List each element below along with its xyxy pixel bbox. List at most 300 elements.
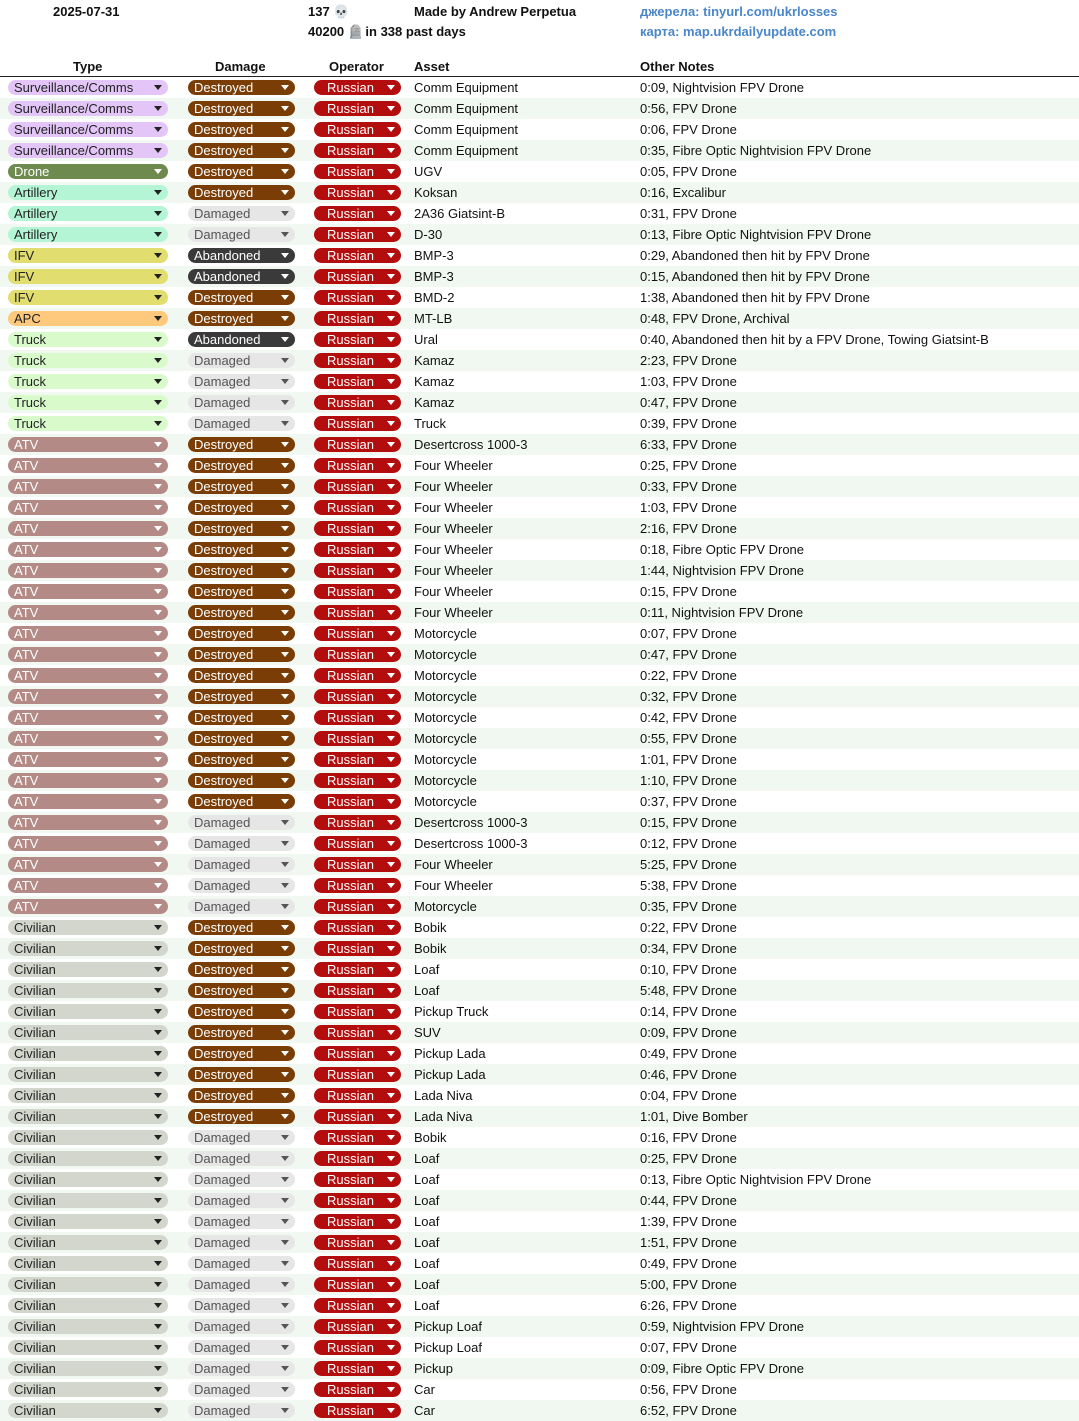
operator-dropdown[interactable] [314,101,401,116]
damage-dropdown[interactable] [188,773,295,788]
operator-dropdown[interactable] [314,857,401,872]
type-dropdown-label: ATV [14,689,39,704]
damage-dropdown[interactable] [188,290,295,305]
notes-cell: 6:33, FPV Drone [640,437,737,452]
operator-dropdown[interactable] [314,1235,401,1250]
operator-dropdown-label: Russian [327,332,374,347]
damage-dropdown[interactable] [188,836,295,851]
damage-dropdown[interactable] [188,857,295,872]
dropdown-arrow-icon [154,820,162,825]
damage-dropdown[interactable] [188,332,295,347]
type-dropdown[interactable] [8,815,168,830]
column-header-asset[interactable]: Asset [414,59,450,74]
type-dropdown[interactable] [8,1088,168,1103]
damage-dropdown[interactable] [188,164,295,179]
table-row [0,203,1079,224]
type-dropdown[interactable] [8,185,168,200]
damage-dropdown-label: Destroyed [194,80,254,95]
type-dropdown[interactable] [8,1340,168,1355]
operator-dropdown[interactable] [314,647,401,662]
damage-dropdown[interactable] [188,1151,295,1166]
damage-dropdown[interactable] [188,1361,295,1376]
operator-dropdown[interactable] [314,773,401,788]
damage-dropdown[interactable] [188,1403,295,1418]
type-dropdown[interactable] [8,1214,168,1229]
damage-dropdown[interactable] [188,248,295,263]
type-dropdown[interactable] [8,311,168,326]
type-dropdown[interactable] [8,710,168,725]
type-dropdown[interactable] [8,143,168,158]
dropdown-arrow-icon [387,1282,395,1287]
operator-dropdown[interactable] [314,248,401,263]
damage-dropdown[interactable] [188,668,295,683]
damage-dropdown-label: Damaged [194,416,251,431]
type-dropdown[interactable] [8,1193,168,1208]
damage-dropdown-label: Destroyed [194,500,254,515]
operator-dropdown[interactable] [314,668,401,683]
type-dropdown[interactable] [8,731,168,746]
damage-dropdown[interactable] [188,395,295,410]
operator-dropdown[interactable] [314,1214,401,1229]
type-dropdown[interactable] [8,584,168,599]
damage-dropdown-label: Damaged [194,1403,251,1418]
damage-dropdown[interactable] [188,815,295,830]
type-dropdown[interactable] [8,1361,168,1376]
column-header-operator[interactable]: Operator [329,59,384,74]
type-dropdown[interactable] [8,1235,168,1250]
operator-dropdown[interactable] [314,164,401,179]
dropdown-arrow-icon [281,1072,289,1077]
type-dropdown[interactable] [8,332,168,347]
type-dropdown[interactable] [8,437,168,452]
operator-dropdown[interactable] [314,920,401,935]
dropdown-arrow-icon [154,946,162,951]
dropdown-arrow-icon [281,1303,289,1308]
operator-dropdown[interactable] [314,1151,401,1166]
operator-dropdown[interactable] [314,374,401,389]
damage-dropdown[interactable] [188,983,295,998]
damage-dropdown[interactable] [188,752,295,767]
type-dropdown[interactable] [8,1298,168,1313]
operator-dropdown[interactable] [314,185,401,200]
damage-dropdown[interactable] [188,584,295,599]
type-dropdown[interactable] [8,164,168,179]
damage-dropdown[interactable] [188,1193,295,1208]
damage-dropdown[interactable] [188,353,295,368]
type-dropdown[interactable] [8,794,168,809]
damage-dropdown[interactable] [188,269,295,284]
type-dropdown[interactable] [8,206,168,221]
table-row [0,371,1079,392]
damage-dropdown[interactable] [188,374,295,389]
notes-cell: 0:25, FPV Drone [640,1151,737,1166]
type-dropdown[interactable] [8,1151,168,1166]
damage-dropdown[interactable] [188,878,295,893]
operator-dropdown[interactable] [314,227,401,242]
damage-dropdown-label: Damaged [194,1151,251,1166]
operator-dropdown[interactable] [314,605,401,620]
operator-dropdown[interactable] [314,1340,401,1355]
type-dropdown[interactable] [8,479,168,494]
type-dropdown[interactable] [8,374,168,389]
type-dropdown[interactable] [8,668,168,683]
sources-link[interactable]: джерела: tinyurl.com/ukrlosses [640,4,838,19]
operator-dropdown[interactable] [314,290,401,305]
damage-dropdown[interactable] [188,1382,295,1397]
headstone-icon: 🪦 [347,24,364,39]
damage-dropdown[interactable] [188,731,295,746]
operator-dropdown[interactable] [314,1130,401,1145]
operator-dropdown[interactable] [314,1109,401,1124]
operator-dropdown[interactable] [314,80,401,95]
type-dropdown[interactable] [8,605,168,620]
damage-dropdown[interactable] [188,122,295,137]
damage-dropdown-label: Damaged [194,1340,251,1355]
operator-dropdown-label: Russian [327,1172,374,1187]
damage-dropdown[interactable] [188,458,295,473]
column-header-type[interactable]: Type [73,59,103,74]
type-dropdown[interactable] [8,269,168,284]
operator-dropdown[interactable] [314,731,401,746]
operator-dropdown-label: Russian [327,1235,374,1250]
dropdown-arrow-icon [154,190,162,195]
operator-dropdown[interactable] [314,269,401,284]
damage-dropdown[interactable] [188,647,295,662]
damage-dropdown[interactable] [188,1172,295,1187]
operator-dropdown-label: Russian [327,101,374,116]
operator-dropdown[interactable] [314,1319,401,1334]
type-dropdown[interactable] [8,920,168,935]
type-dropdown[interactable] [8,1067,168,1082]
type-dropdown[interactable] [8,1403,168,1418]
damage-dropdown[interactable] [188,605,295,620]
dropdown-arrow-icon [154,505,162,510]
operator-dropdown[interactable] [314,710,401,725]
operator-dropdown[interactable] [314,899,401,914]
damage-dropdown[interactable] [188,143,295,158]
damage-dropdown[interactable] [188,311,295,326]
type-dropdown[interactable] [8,395,168,410]
type-dropdown[interactable] [8,626,168,641]
damage-dropdown[interactable] [188,185,295,200]
damage-dropdown[interactable] [188,101,295,116]
dropdown-arrow-icon [154,253,162,258]
damage-dropdown[interactable] [188,1088,295,1103]
type-dropdown[interactable] [8,1004,168,1019]
dropdown-arrow-icon [281,589,289,594]
dropdown-arrow-icon [154,757,162,762]
table-row [0,1253,1079,1274]
operator-dropdown[interactable] [314,983,401,998]
operator-dropdown[interactable] [314,878,401,893]
table-row [0,182,1079,203]
operator-dropdown[interactable] [314,962,401,977]
damage-dropdown[interactable] [188,1046,295,1061]
damage-dropdown[interactable] [188,1340,295,1355]
operator-dropdown[interactable] [314,122,401,137]
asset-cell: Motorcycle [414,710,477,725]
type-dropdown[interactable] [8,248,168,263]
damage-dropdown-label: Destroyed [194,1046,254,1061]
dropdown-arrow-icon [387,799,395,804]
type-dropdown[interactable] [8,773,168,788]
operator-dropdown[interactable] [314,143,401,158]
operator-dropdown[interactable] [314,1172,401,1187]
type-dropdown[interactable] [8,416,168,431]
operator-dropdown[interactable] [314,1361,401,1376]
dropdown-arrow-icon [281,442,289,447]
type-dropdown[interactable] [8,458,168,473]
damage-dropdown[interactable] [188,1256,295,1271]
type-dropdown[interactable] [8,542,168,557]
operator-dropdown[interactable] [314,206,401,221]
notes-cell: 0:09, Nightvision FPV Drone [640,80,805,95]
operator-dropdown[interactable] [314,1067,401,1082]
operator-dropdown-label: Russian [327,1214,374,1229]
damage-dropdown[interactable] [188,1298,295,1313]
damage-dropdown[interactable] [188,1235,295,1250]
operator-dropdown[interactable] [314,479,401,494]
damage-dropdown[interactable] [188,479,295,494]
damage-dropdown-label: Destroyed [194,458,254,473]
dropdown-arrow-icon [387,274,395,279]
column-header-damage[interactable]: Damage [215,59,266,74]
damage-dropdown[interactable] [188,521,295,536]
table-row [0,140,1079,161]
operator-dropdown-label: Russian [327,857,374,872]
operator-dropdown[interactable] [314,311,401,326]
dropdown-arrow-icon [281,1135,289,1140]
operator-dropdown[interactable] [314,1277,401,1292]
damage-dropdown[interactable] [188,962,295,977]
type-dropdown[interactable] [8,80,168,95]
dropdown-arrow-icon [281,127,289,132]
operator-dropdown-label: Russian [327,1298,374,1313]
table-row [0,791,1079,812]
dropdown-arrow-icon [281,547,289,552]
damage-dropdown[interactable] [188,542,295,557]
damage-dropdown[interactable] [188,563,295,578]
damage-dropdown[interactable] [188,920,295,935]
table-row [0,1358,1079,1379]
operator-dropdown-label: Russian [327,521,374,536]
type-dropdown[interactable] [8,1025,168,1040]
table-row [0,224,1079,245]
table-row [0,896,1079,917]
operator-dropdown[interactable] [314,1088,401,1103]
damage-dropdown[interactable] [188,1130,295,1145]
notes-cell: 0:48, FPV Drone, Archival [640,311,790,326]
operator-dropdown[interactable] [314,332,401,347]
operator-dropdown[interactable] [314,395,401,410]
operator-dropdown[interactable] [314,500,401,515]
operator-dropdown[interactable] [314,437,401,452]
type-dropdown-label: IFV [14,290,35,305]
type-dropdown[interactable] [8,227,168,242]
operator-dropdown[interactable] [314,563,401,578]
column-header-notes[interactable]: Other Notes [640,59,715,74]
operator-dropdown[interactable] [314,1298,401,1313]
operator-dropdown[interactable] [314,1403,401,1418]
type-dropdown[interactable] [8,899,168,914]
dropdown-arrow-icon [281,568,289,573]
type-dropdown-label: Civilian [14,1067,56,1082]
damage-dropdown-label: Damaged [194,1130,251,1145]
type-dropdown[interactable] [8,290,168,305]
type-dropdown-label: ATV [14,710,39,725]
type-dropdown[interactable] [8,1046,168,1061]
operator-dropdown[interactable] [314,689,401,704]
operator-dropdown[interactable] [314,1046,401,1061]
damage-dropdown[interactable] [188,1025,295,1040]
operator-dropdown[interactable] [314,1256,401,1271]
type-dropdown-label: Civilian [14,1214,56,1229]
type-dropdown[interactable] [8,1319,168,1334]
asset-cell: Loaf [414,1298,440,1313]
damage-dropdown[interactable] [188,227,295,242]
type-dropdown[interactable] [8,878,168,893]
dropdown-arrow-icon [387,1198,395,1203]
type-dropdown[interactable] [8,752,168,767]
dropdown-arrow-icon [387,1135,395,1140]
type-dropdown[interactable] [8,647,168,662]
type-dropdown[interactable] [8,857,168,872]
type-dropdown[interactable] [8,941,168,956]
table-row [0,917,1079,938]
type-dropdown[interactable] [8,983,168,998]
operator-dropdown[interactable] [314,584,401,599]
total-count [308,24,466,40]
asset-cell: Four Wheeler [414,521,493,536]
damage-dropdown[interactable] [188,1277,295,1292]
operator-dropdown[interactable] [314,1382,401,1397]
operator-dropdown[interactable] [314,1193,401,1208]
type-dropdown[interactable] [8,962,168,977]
type-dropdown[interactable] [8,521,168,536]
dropdown-arrow-icon [387,1324,395,1329]
asset-cell: Pickup Truck [414,1004,489,1019]
dropdown-arrow-icon [387,463,395,468]
dropdown-arrow-icon [387,505,395,510]
notes-cell: 0:56, FPV Drone [640,1382,737,1397]
table-row [0,161,1079,182]
type-dropdown[interactable] [8,101,168,116]
damage-dropdown[interactable] [188,80,295,95]
asset-cell: Loaf [414,1193,440,1208]
type-dropdown[interactable] [8,122,168,137]
table-row [0,581,1079,602]
damage-dropdown[interactable] [188,1319,295,1334]
operator-dropdown[interactable] [314,941,401,956]
notes-cell: 0:22, FPV Drone [640,668,737,683]
dropdown-arrow-icon [281,862,289,867]
damage-dropdown[interactable] [188,626,295,641]
dropdown-arrow-icon [154,1156,162,1161]
damage-dropdown[interactable] [188,500,295,515]
operator-dropdown[interactable] [314,794,401,809]
damage-dropdown[interactable] [188,1109,295,1124]
operator-dropdown-label: Russian [327,1403,374,1418]
operator-dropdown[interactable] [314,521,401,536]
damage-dropdown-label: Abandoned [194,332,261,347]
damage-dropdown[interactable] [188,899,295,914]
asset-cell: Four Wheeler [414,584,493,599]
damage-dropdown[interactable] [188,416,295,431]
type-dropdown[interactable] [8,1130,168,1145]
damage-dropdown[interactable] [188,794,295,809]
asset-cell: Motorcycle [414,752,477,767]
operator-dropdown[interactable] [314,458,401,473]
dropdown-arrow-icon [281,631,289,636]
operator-dropdown[interactable] [314,1025,401,1040]
type-dropdown[interactable] [8,563,168,578]
notes-cell: 0:07, FPV Drone [640,1340,737,1355]
operator-dropdown[interactable] [314,542,401,557]
type-dropdown-label: Surveillance/Comms [14,122,134,137]
dropdown-arrow-icon [154,1198,162,1203]
dropdown-arrow-icon [154,1408,162,1413]
operator-dropdown-label: Russian [327,395,374,410]
operator-dropdown-label: Russian [327,458,374,473]
dropdown-arrow-icon [387,988,395,993]
notes-cell: 0:32, FPV Drone [640,689,737,704]
notes-cell: 5:25, FPV Drone [640,857,737,872]
damage-dropdown[interactable] [188,710,295,725]
type-dropdown[interactable] [8,1382,168,1397]
damage-dropdown[interactable] [188,437,295,452]
damage-dropdown[interactable] [188,206,295,221]
damage-dropdown[interactable] [188,941,295,956]
operator-dropdown[interactable] [314,353,401,368]
dropdown-arrow-icon [281,1114,289,1119]
damage-dropdown-label: Damaged [194,815,251,830]
asset-cell: Car [414,1403,435,1418]
operator-dropdown[interactable] [314,1004,401,1019]
dropdown-arrow-icon [387,736,395,741]
type-dropdown[interactable] [8,836,168,851]
type-dropdown-label: ATV [14,899,39,914]
type-dropdown[interactable] [8,1256,168,1271]
operator-dropdown-label: Russian [327,269,374,284]
type-dropdown[interactable] [8,1172,168,1187]
type-dropdown[interactable] [8,353,168,368]
damage-dropdown[interactable] [188,1067,295,1082]
damage-dropdown[interactable] [188,689,295,704]
operator-dropdown[interactable] [314,752,401,767]
operator-dropdown[interactable] [314,626,401,641]
type-dropdown[interactable] [8,500,168,515]
dropdown-arrow-icon [154,148,162,153]
operator-dropdown[interactable] [314,836,401,851]
table-row [0,1127,1079,1148]
type-dropdown-label: Civilian [14,941,56,956]
type-dropdown-label: ATV [14,563,39,578]
operator-dropdown[interactable] [314,815,401,830]
damage-dropdown-label: Damaged [194,836,251,851]
kill-count [308,4,350,20]
type-dropdown[interactable] [8,1109,168,1124]
operator-dropdown-label: Russian [327,668,374,683]
damage-dropdown-label: Damaged [194,353,251,368]
damage-dropdown[interactable] [188,1004,295,1019]
type-dropdown[interactable] [8,1277,168,1292]
map-link[interactable]: карта: map.ukrdailyupdate.com [640,24,837,39]
type-dropdown[interactable] [8,689,168,704]
operator-dropdown-label: Russian [327,227,374,242]
operator-dropdown[interactable] [314,416,401,431]
dropdown-arrow-icon [387,673,395,678]
damage-dropdown[interactable] [188,1214,295,1229]
